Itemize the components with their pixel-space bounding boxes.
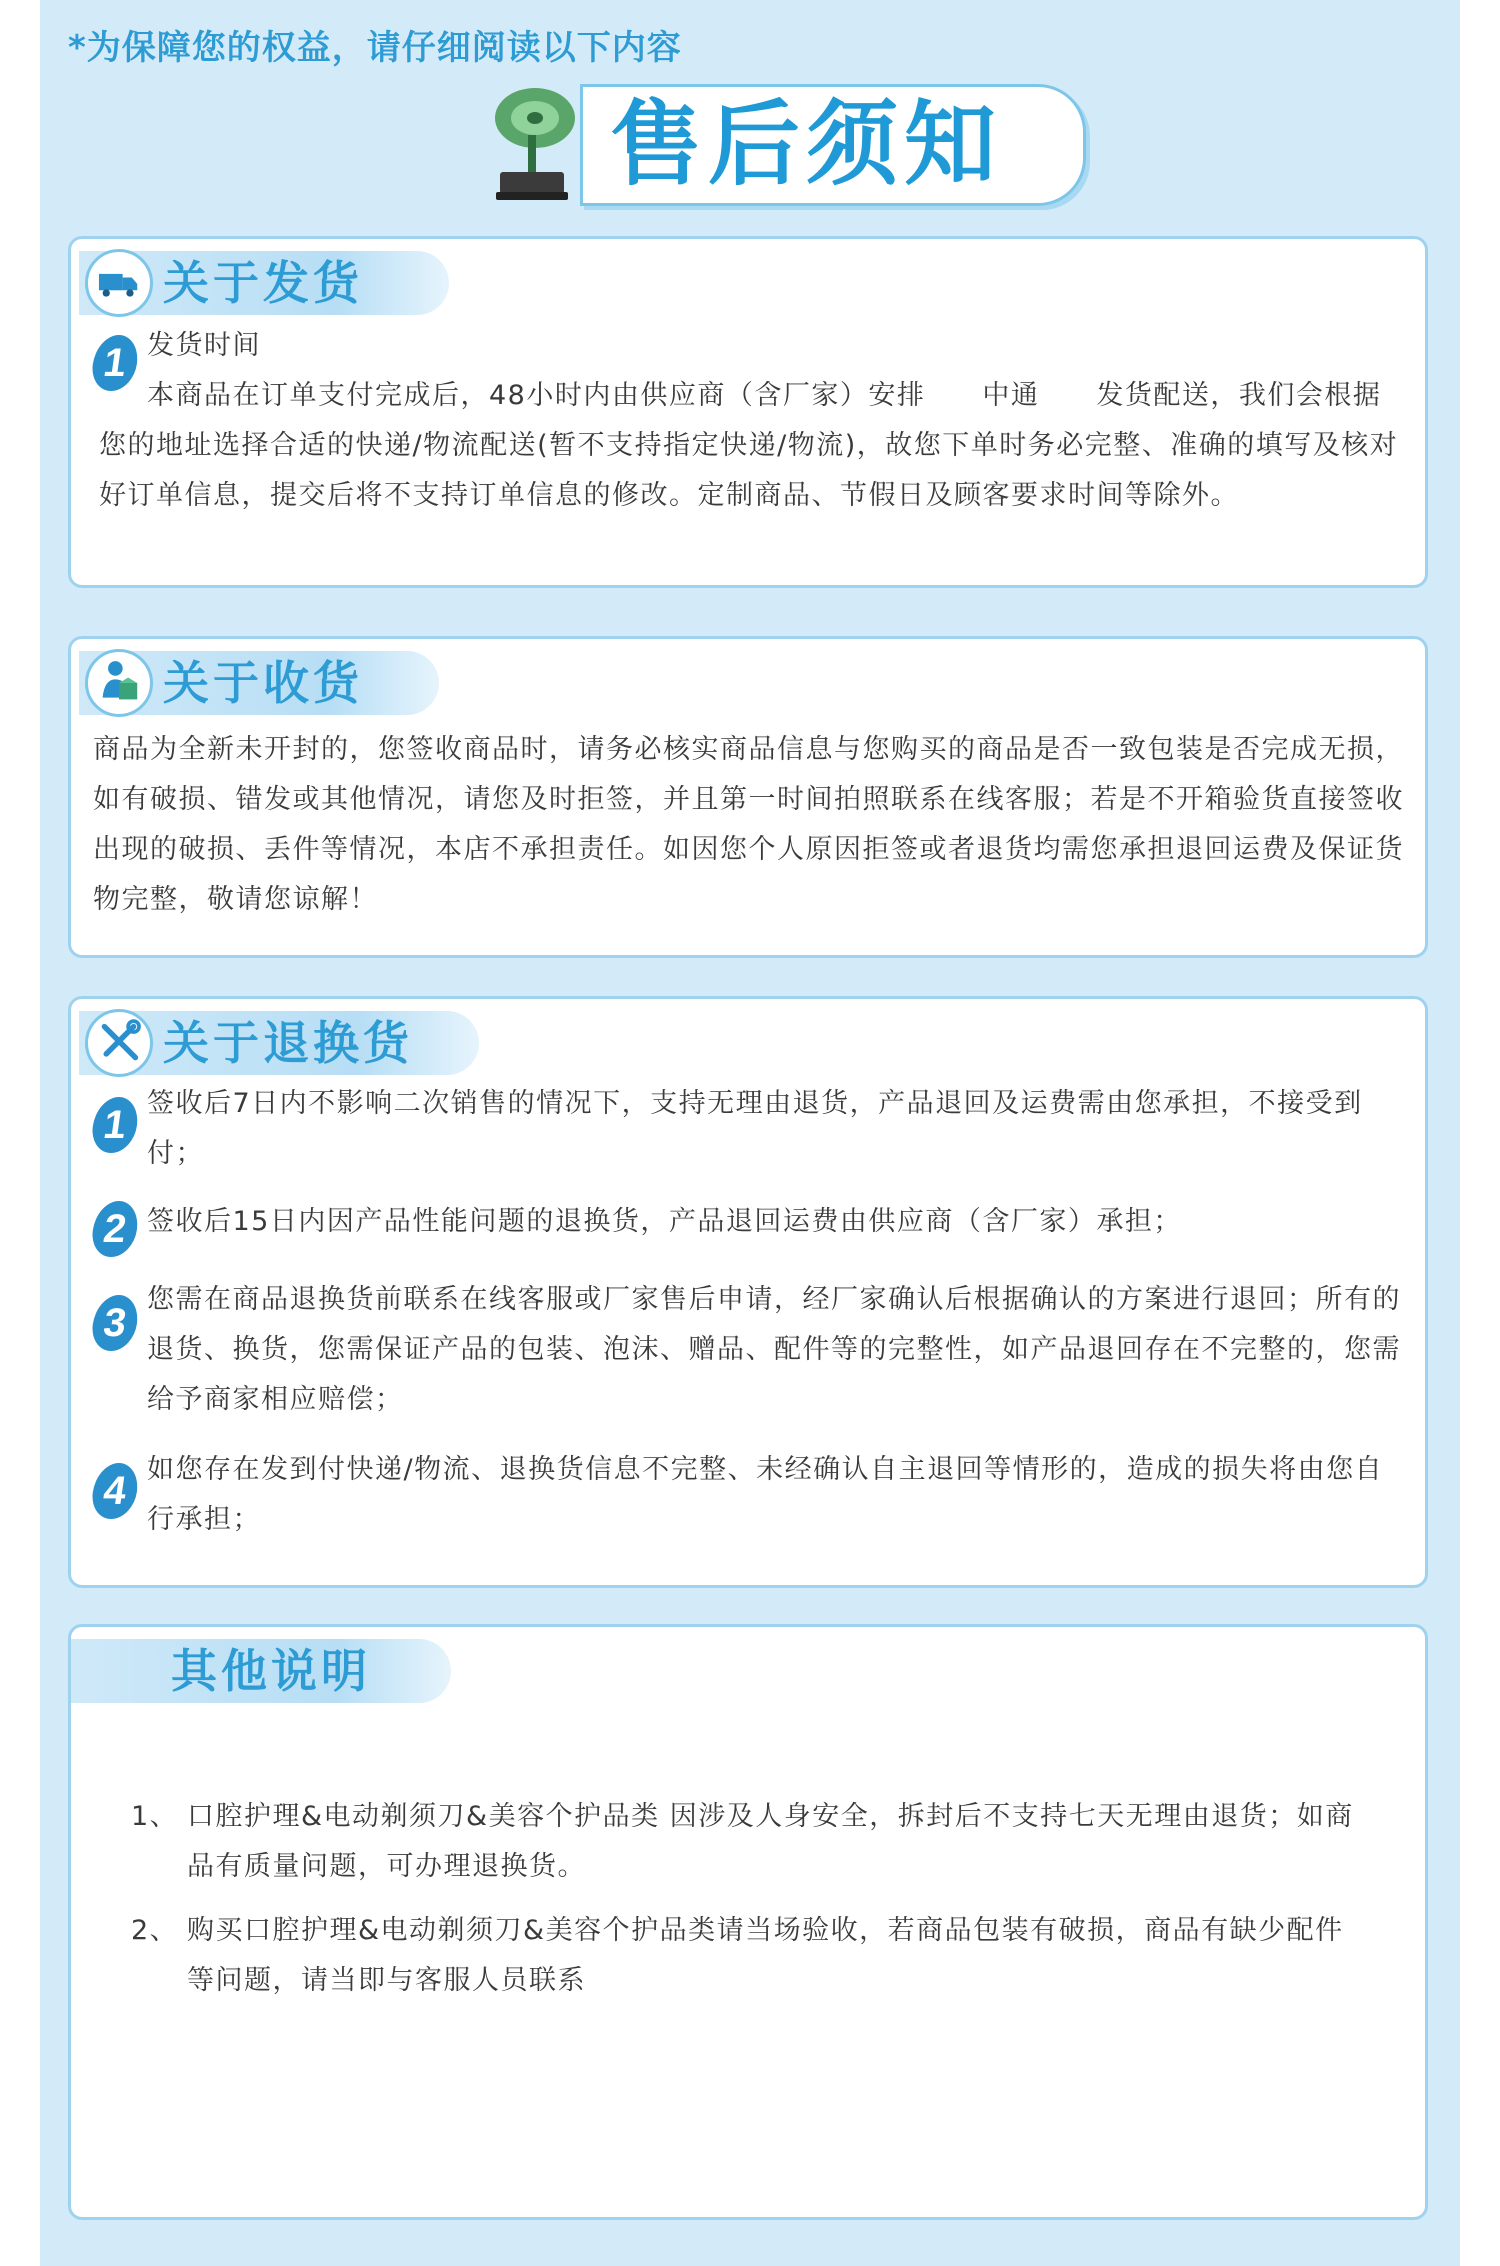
- number-badge: 1: [89, 1097, 141, 1153]
- list-text: 口腔护理&电动剃须刀&美容个护品类 因涉及人身安全，拆封后不支持七天无理由退货；如商品有质量问题，可办理退换货。: [187, 1801, 1354, 1882]
- return-item: 如您存在发到付快递/物流、退换货信息不完整、未经确认自主退回等情形的，造成的损失将由您自行承担；: [147, 1454, 1384, 1535]
- return-item: 签收后15日内因产品性能问题的退换货，产品退回运费由供应商（含厂家）承担；: [147, 1206, 1182, 1237]
- page-title: 售后须知: [610, 91, 1003, 198]
- shipping-card: [68, 236, 1428, 588]
- returns-title: 关于退换货: [163, 1016, 413, 1070]
- shipping-heading: 发货时间: [147, 330, 261, 361]
- number-badge: 4: [89, 1463, 141, 1519]
- other-section-header: [71, 1639, 451, 1703]
- returns-card: [68, 996, 1428, 1588]
- list-index: 2、: [131, 1915, 179, 1946]
- phonograph-icon: [480, 80, 580, 210]
- list-item: [131, 1906, 1371, 2006]
- shipping-body: 本商品在订单支付完成后，48小时内由供应商（含厂家）安排 中通 发货配送，我们会根据您的地址选择合适的快递/物流配送(暂不支持指定快递/物流)，故您下单时务必完整、准确的填写及核对好订单信息，提交后将不支持订单信息的修改。定制商品、节假日及顾客要求时间等除外。: [99, 380, 1399, 511]
- page-header: [480, 80, 1090, 210]
- tools-icon: [85, 1009, 153, 1077]
- number-badge: 2: [89, 1201, 141, 1257]
- list-item: [131, 1792, 1371, 1892]
- receiving-title: 关于收货: [163, 656, 363, 710]
- number-badge: 1: [89, 335, 141, 391]
- list-text: 购买口腔护理&电动剃须刀&美容个护品类请当场验收，若商品包装有破损，商品有缺少配件等问题，请当即与客服人员联系: [187, 1915, 1344, 1996]
- notice-text: *为保障您的权益，请仔细阅读以下内容: [68, 28, 682, 68]
- shipping-title: 关于发货: [163, 256, 363, 310]
- receiving-section-header: [79, 651, 439, 715]
- returns-section-header: [79, 1011, 479, 1075]
- other-list: [131, 1792, 1371, 2020]
- return-item: 签收后7日内不影响二次销售的情况下，支持无理由退货，产品退回及运费需由您承担，不接受到付；: [147, 1088, 1363, 1169]
- delivery-person-icon: [85, 649, 153, 717]
- truck-icon: [85, 249, 153, 317]
- list-index: 1、: [131, 1801, 179, 1832]
- shipping-section-header: [79, 251, 449, 315]
- receiving-body: 商品为全新未开封的，您签收商品时，请务必核实商品信息与您购买的商品是否一致包装是否完成无损，如有破损、错发或其他情况，请您及时拒签，并且第一时间拍照联系在线客服；若是不开箱验货直接签收出现的破损、丢件等情况，本店不承担责任。如因您个人原因拒签或者退货均需您承担退回运费及保证货物完整，敬请您谅解！: [93, 734, 1404, 915]
- other-card: [68, 1624, 1428, 2220]
- number-badge: 3: [89, 1295, 141, 1351]
- receiving-card: [68, 636, 1428, 958]
- other-title: 其他说明: [171, 1644, 371, 1698]
- page-background: [40, 0, 1460, 2266]
- return-item: 您需在商品退换货前联系在线客服或厂家售后申请，经厂家确认后根据确认的方案进行退回；所有的退货、换货，您需保证产品的包装、泡沫、赠品、配件等的完整性，如产品退回存在不完整的，您需给予商家相应赔偿；: [147, 1284, 1401, 1415]
